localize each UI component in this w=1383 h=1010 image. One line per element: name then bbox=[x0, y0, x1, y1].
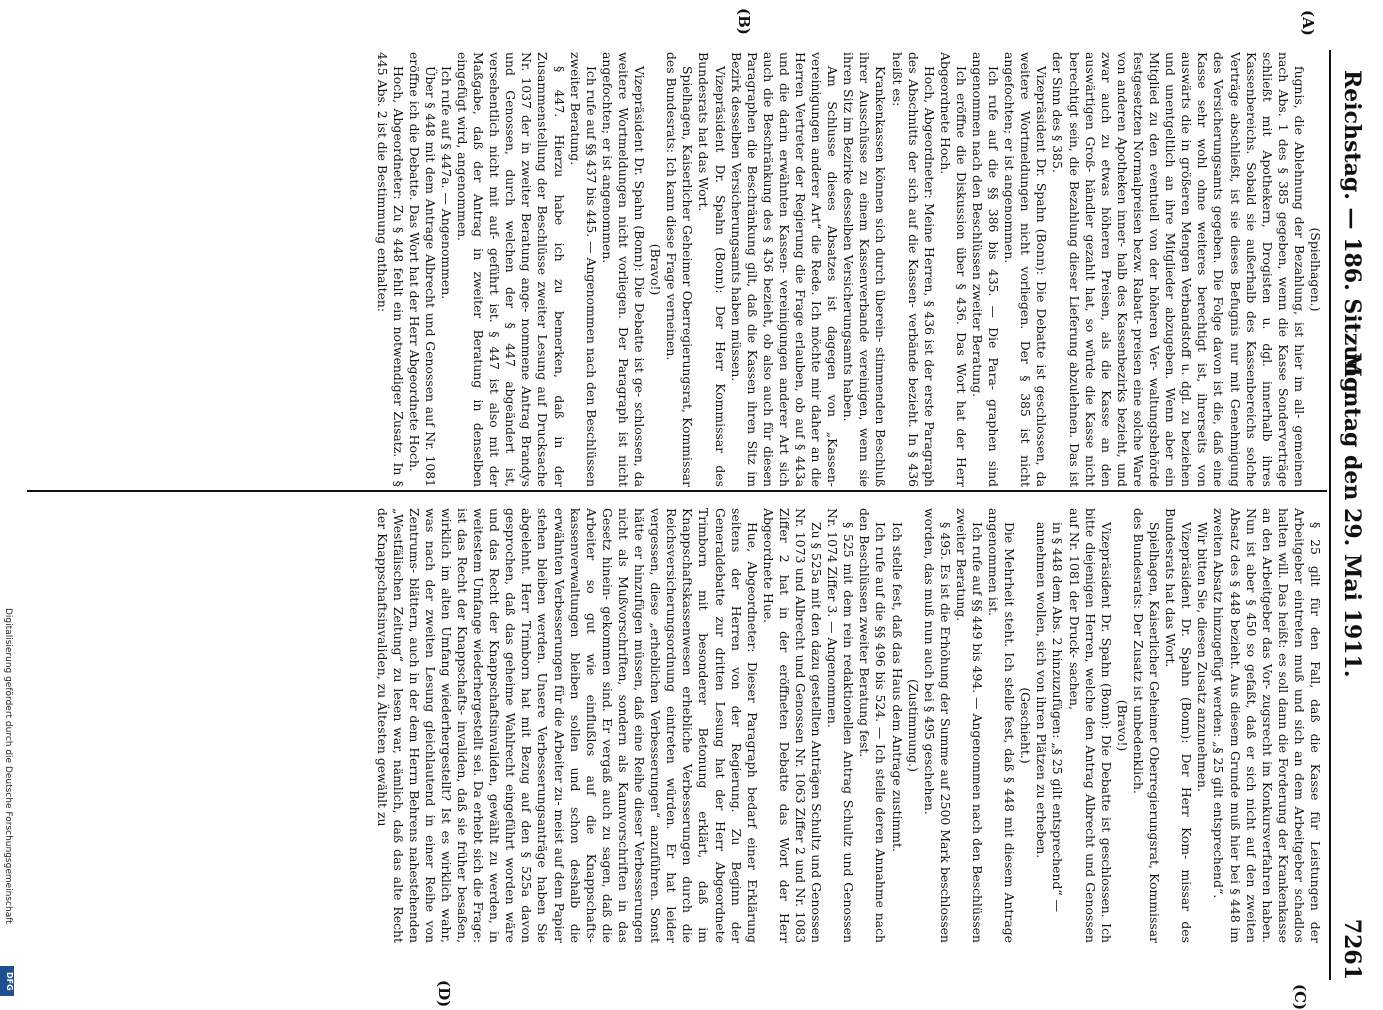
paragraph: Hue, Abgeordneter: Dieser Paragraph bedarf einer Erklärung seitens der Herren von der Regierung. Zu Beginn der Generaldebatte zur dritten Lesung hat der Herr Abgeordnete Trimborn mit besonderer Betonung erklärt, daß im Knappschaftskassenwesen erhebliche Verbesserungen durch die Reichsversicherungsordnung eintreten würden. Er hat leider vergessen, diese „erheblichen Verbesserungen“ anzuführen. Sonst hätte er hinzufügen müssen, daß eine Reihe dieser Verbesserungen nicht als Mußvorschriften, sondern als Kannvorschriften in das Gesetz hinein- gekommen sind. Er vergaß auch zu sagen, daß die Arbeiter so gut wie einflußlos auf die Knappschafts- kassenverwaltungen bleiben sollen und schon deshalb die erwähnten Verbesserungen für die Arbeiter zu- meist auf dem Papier stehen bleiben werden. Unsere Verbesserungsanträge haben Sie abgelehnt. Herr Trimborn hat mit Bezug auf den § 525a davon gesprochen, daß das geheime Wahlrecht eingeführt worden wäre und das Recht der Knappschaftsinvaliden, gewählt zu werden, in weitestem Umfange wiederhergestellt sei. Da erhebt sich die Frage: ist das Recht der Knappschafts- invaliden, daß sie früher besaßen, wirklich im alten Umfang wiederhergestellt? Ist es wirklich wahr, was nach der zweiten Lesung gleichlautend in einer Reihe von Zentrums- blättern, auch in der dem Herrn Behrens nahestehenden „Westfälischen Zeitung“ zu lesen war, nämlich, daß das alte Recht der Knappschaftsinvaliden, zu Ältesten gewählt zu bbox=[374, 508, 760, 943]
dfg-logo: DFG bbox=[0, 966, 14, 996]
paragraph: Die Mehrheit steht. Ich stelle fest, daß § 448 mit diesem Antrage angenommen ist. bbox=[986, 508, 1018, 943]
paragraph: in § 448 dem Abs. 2 hinzuzufügen: „§ 25 gilt entsprechend“ — bbox=[1050, 522, 1066, 913]
paragraph: (Geschieht.) bbox=[1018, 687, 1034, 764]
right-column bbox=[23, 508, 1323, 943]
paragraph: Zu § 525a mit den dazu gestellten Anträgen Schultz und Genossen Nr. 1073 und Albrecht und Genossen Nr. 1063 Ziffer 2 und Nr. 1083 Ziffer 2 hat in der eröffneten Debatte das Wort der Herr Abgeordnete Hue. bbox=[760, 508, 825, 943]
paragraph: Vizepräsident Dr. Spahn (Bonn): Die Debatte ist geschlossen. Ich bitte diejenigen Herren, welche den Antrag Albrecht und Genossen auf Nr. 1081 der Druck- sachen, bbox=[1066, 508, 1114, 943]
paragraph: (Spielhagen.) bbox=[1308, 227, 1323, 312]
paragraph: Wir bitten Sie, diesen Zusatz anzunehmen. bbox=[1195, 522, 1211, 792]
paragraph: Ich eröffne die Diskussion über § 436. Das Wort hat der Herr Abgeordnete Hoch. bbox=[937, 52, 969, 487]
margin-marker-b: (B) bbox=[735, 8, 753, 35]
paragraph: § 525 mit dem rein redaktionellen Antrag Schultz und Genossen Nr. 1074 Ziffer 3. — Angenommen. bbox=[825, 508, 857, 943]
paragraph: § 25 gilt für den Fall, daß die Kasse für Leistungen der Arbeitgeber eintreten muß und sich an dem Arbeitgeber schadlos halten will. Das heißt: es soll dann die Forderung der Krankenkasse an den Arbeitgeber das Vor- zugsrecht im Konkursverfahren haben. Nun ist aber § 450 so gefaßt, daß er sich nicht auf den zweiten Absatz des § 448 bezieht. Aus diesem Grunde muß hier bei § 448 im zweiten Absatz hinzugefügt werden: „§ 25 gilt entsprechend“. bbox=[1211, 508, 1323, 943]
paragraph: Ich rufe auf §§ 437 bis 445. — Angenommen nach den Beschlüssen zweiter Beratung. bbox=[567, 52, 599, 487]
paragraph: Ich rufe auf § 447a. — Angenommen. bbox=[438, 66, 454, 300]
paragraph: Vizepräsident Dr. Spahn (Bonn): Der Herr Kom- missar des Bundesrats hat das Wort. bbox=[1163, 508, 1195, 943]
paragraph: Hoch, Abgeordneter: Zu § 448 fehlt ein notwendiger Zusatz. In § 445 Abs. 2 ist die Bestimmung enthalten: bbox=[374, 52, 406, 487]
paragraph: (Bravo!) bbox=[648, 243, 664, 296]
paragraph: Vizepräsident Dr. Spahn (Bonn): Die Debatte ist ge- schlossen, da weitere Wortmeldungen nicht vorliegen. Der Paragraph ist nicht angefochten; er ist angenommen. bbox=[599, 52, 648, 487]
paragraph: § 447. Hierzu habe ich zu bemerken, daß in der Zusammenstellung der Beschlüsse zweiter Lesung auf Drucksache Nr. 1037 der in zweiter Beratung ange- nommene Antrag Brandys und Genossen, durch welchen der § 447 abgeändert ist, versehentlich nicht mit auf- geführt ist. § 447 ist also mit der Maßgabe, daß der Antrag in zweiter Beratung in denselben eingefügt wird, angenommen. bbox=[455, 52, 567, 487]
paragraph: Ich rufe auf die §§ 496 bis 524. — Ich stelle deren Annahme nach den Beschlüssen zweiter Beratung fest. bbox=[857, 508, 889, 943]
paragraph: Krankenkassen können sich durch überein- stimmenden Beschluß ihrer Ausschüsse zu einem Kassenverbande vereinigen, wenn sie ihren Sitz im Bezirke desselben Versicherungsamts haben. bbox=[841, 52, 889, 487]
header-session: Reichstag. — 186. Sitzung. bbox=[1339, 70, 1365, 401]
header-date: Montag den 29. Mai 1911. bbox=[1339, 352, 1365, 678]
paragraph: Hoch, Abgeordneter: Meine Herren, § 436 ist der erste Paragraph des Abschnitts der sich auf die Kassen- verbände bezieht. In § 436 heißt es: bbox=[889, 52, 937, 487]
column-divider bbox=[27, 490, 1327, 492]
paragraph: Spielhagen, Kaiserlicher Geheimer Oberregierungsrat, Kommissar des Bundesrats: Ich kann diese Frage verneinen. bbox=[664, 52, 696, 487]
margin-marker-d: (D) bbox=[435, 980, 453, 1008]
margin-marker-a: (A) bbox=[1299, 10, 1317, 36]
paragraph: Am Schlusse dieses Absatzes ist dagegen von „Kassen- vereinigungen anderer Art“ die Rede. Ich möchte mir daher an die Herren Vertreter der Regierung die Frage erlauben, ob auf § 443a und die darin erwähnten Kassen- vereinigungen anderer Art sich auch die Beschränkung des § 436 bezieht, ob also auch für diesen Paragraphen die Beschränkung gilt, daß die Kassen ihren Sitz im Bezirk desselben Versicherungsamts haben müssen. bbox=[728, 52, 841, 487]
paragraph: Spielhagen, Kaiserlicher Geheimer Oberregierungsrat, Kommissar des Bundesrats: Der Zusatz ist unbedenklich. bbox=[1130, 508, 1163, 943]
margin-marker-c: (C) bbox=[1291, 984, 1309, 1010]
paragraph: fugnis, die Ablehnung der Bezahlung, ist hier im all- gemeinen nach Abs. 1 des § 385 gegeben, wenn die Kasse Sonderverträge schließt mit Apothekern, Drogisten u. dgl. innerhalb ihres Kassenbereichs. Sobald sie außerhalb des Kassenbereichs solche Verträge abschließt, ist sie dieses Befugnis nur mit Genehmigung des Versicherungsamts gegeben. Die Folge davon ist die, daß eine Kasse sehr wohl ohne weiteres berechtigt ist, ihrerseits von auswärts die in größeren Mengen Verbandstoff u. dgl. zu beziehen und unentgeltlich an ihre Mitglieder abzugeben. Wenn aber ein Mitglied zu den eventuell von der höheren Ver- waltungsbehörde festgesetzten Normalpreisen bezw. Rabatt- preisen eine solche Ware von anderen Apotheken inner- halb des Kassenbezirks bezieht, und zwar auch zu etwas höheren Preisen, als die Kasse an den auswärtigen Groß- händler gezahlt hat, so würde die Kasse nicht berechtigt sein, die Bezahlung dieser Lieferung abzulehnen. Das ist der Sinn des § 385. bbox=[1050, 52, 1307, 487]
paragraph: Vizepräsident Dr. Spahn (Bonn): Der Herr Kommissar des Bundesrats hat das Wort. bbox=[696, 52, 728, 487]
paragraph: § 495. Es ist die Erhöhung der Summe auf 2500 Mark beschlossen worden, das muß nun auch bei § 495 geschehen. bbox=[921, 508, 953, 943]
paragraph: Ich rufe auf die §§ 386 bis 435. — Die Para- graphen sind angenommen nach den Beschlüssen zweiter Beratung. bbox=[970, 52, 1002, 487]
paragraph: (Zustimmung.) bbox=[905, 679, 921, 772]
paragraph: Ich stelle fest, daß das Haus dem Antrage zustimmt. bbox=[889, 522, 905, 852]
page-header bbox=[1329, 50, 1371, 980]
funding-notice: Digitalisierung gefördert durch die Deutsche Forschungsgemeinschaft bbox=[3, 608, 13, 924]
paragraph: annehmen wollen, sich von ihren Plätzen zu erheben. bbox=[1034, 522, 1050, 859]
paragraph: Ich rufe auf §§ 449 bis 494. — Angenommen nach den Beschlüssen zweiter Beratung. bbox=[953, 508, 986, 943]
paragraph: Über § 448 mit dem Antrage Albrecht und Genossen auf Nr. 1081 eröffne ich die Debatte. Das Wort hat der Herr Abgeordnete Hoch. bbox=[406, 52, 438, 487]
left-column bbox=[23, 52, 1323, 487]
paragraph: (Bravo!) bbox=[1114, 699, 1130, 752]
paragraph: Vizepräsident Dr. Spahn (Bonn): Die Debatte ist geschlossen, da weitere Wortmeldungen nicht vorliegen. Der § 385 ist nicht angefochten; er ist angenommen. bbox=[1002, 52, 1050, 487]
page-number: 7261 bbox=[1339, 918, 1365, 980]
